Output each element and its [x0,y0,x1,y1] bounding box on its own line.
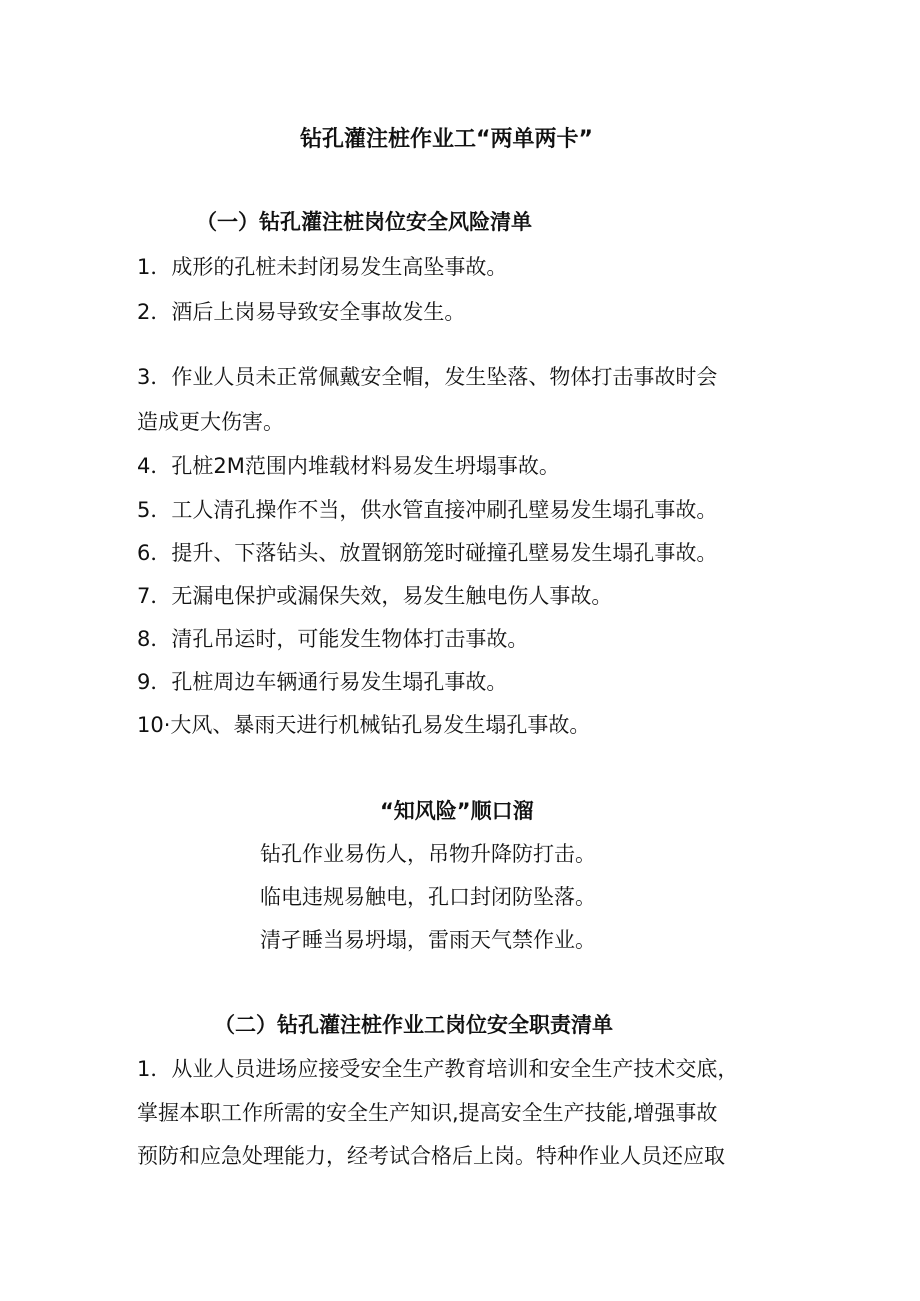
risk-item-4: 4．孔桩2M范围内堆载材料易发生坍塌事故。 [137,454,560,478]
section-1-heading: （一）钻孔灌注桩岗位安全风险清单 [196,210,532,234]
risk-item-9: 9．孔桩周边车辆通行易发生塌孔事故。 [137,670,508,694]
risk-item-2: 2．酒后上岗易导致安全事故发生。 [137,300,466,324]
risk-item-7: 7．无漏电保护或漏保失效，易发生触电伤人事故。 [137,584,613,608]
duty-item-1-continued-a: 掌握本职工作所需的安全生产知识,提高安全生产技能,增强事故 [137,1101,718,1125]
document-title: 钻孔灌注桩作业工“两单两卡” [300,127,593,152]
risk-item-1: 1．成形的孔桩未封闭易发生高坠事故。 [137,255,508,279]
duty-item-1-continued-b: 预防和应急处理能力，经考试合格后上岗。特种作业人员还应取 [137,1144,725,1168]
rhyme-line-1: 钻孔作业易伤人，吊物升降防打击。 [260,842,596,866]
duty-item-1: 1．从业人员进场应接受安全生产教育培训和安全生产技术交底， [137,1057,739,1081]
rhyme-line-3: 清孑睡当易坍塌，雷雨天气禁作业。 [260,928,596,952]
risk-item-6: 6．提升、下落钻头、放置钢筋笼时碰撞孔壁易发生塌孔事故。 [137,541,718,565]
risk-item-5: 5．工人清孔操作不当，供水管直接冲刷孔壁易发生塌孔事故。 [137,498,718,522]
risk-item-3: 3．作业人员未正常佩戴安全帽，发生坠落、物体打击事故时会 [137,365,718,389]
risk-item-8: 8．清孔吊运时，可能发生物体打击事故。 [137,627,529,651]
rhyme-heading: “知风险”顺口溜 [380,799,534,823]
section-2-heading: （二）钻孔灌注桩作业工岗位安全职责清单 [214,1013,613,1037]
rhyme-line-2: 临电违规易触电，孔口封闭防坠落。 [260,885,596,909]
risk-item-3-continued: 造成更大伤害。 [137,410,284,434]
risk-item-10: 10·大风、暴雨天进行机械钻孔易发生塌孔事故。 [137,713,591,737]
